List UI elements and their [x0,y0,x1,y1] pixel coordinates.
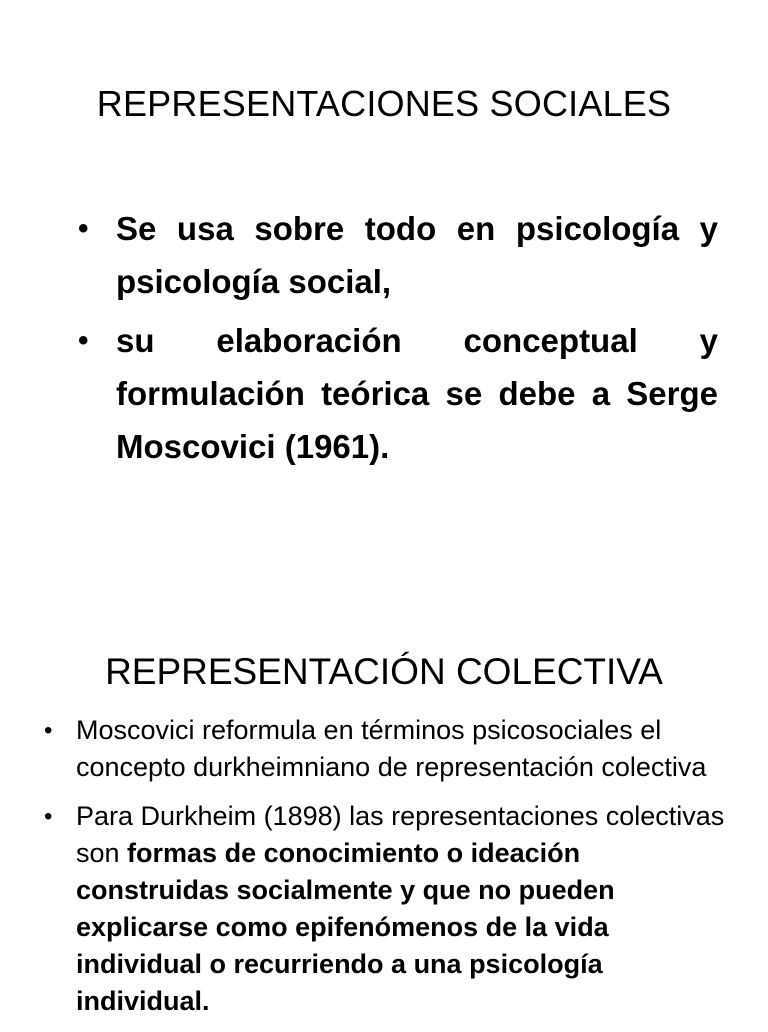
bullet-item [78,202,718,308]
bullet-icon: • [78,324,89,357]
bullet-list [44,712,734,1032]
bullet-text: Para Durkheim (1898) las representaciones colectivas son [76,801,725,868]
slide-representacion-colectiva [0,600,768,1024]
bullet-icon: • [44,803,53,830]
slide-title: REPRESENTACIONES SOCIALES [96,83,672,125]
slide-title: REPRESENTACIÓN COLECTIVA [105,650,663,692]
bullet-text: Se usa sobre todo en psicología y psicología social, [116,210,718,300]
bullet-item [78,314,718,473]
bullet-text-bold: formas de conocimiento o ideación construidas socialmente y que no pueden explicarse como epifenómenos de la vida individual o recurriendo a una psicología individual. [76,838,615,1016]
bullet-list [78,202,718,479]
bullet-icon: • [44,717,53,744]
bullet-item [44,798,734,1020]
bullet-icon: • [78,212,89,245]
bullet-text: su elaboración conceptual y formulación teórica se debe a Serge Moscovici (1961). [116,322,718,465]
bullet-text: Moscovici reformula en términos psicosociales el concepto durkheimniano de representación colectiva [76,715,707,782]
bullet-item [44,712,734,786]
